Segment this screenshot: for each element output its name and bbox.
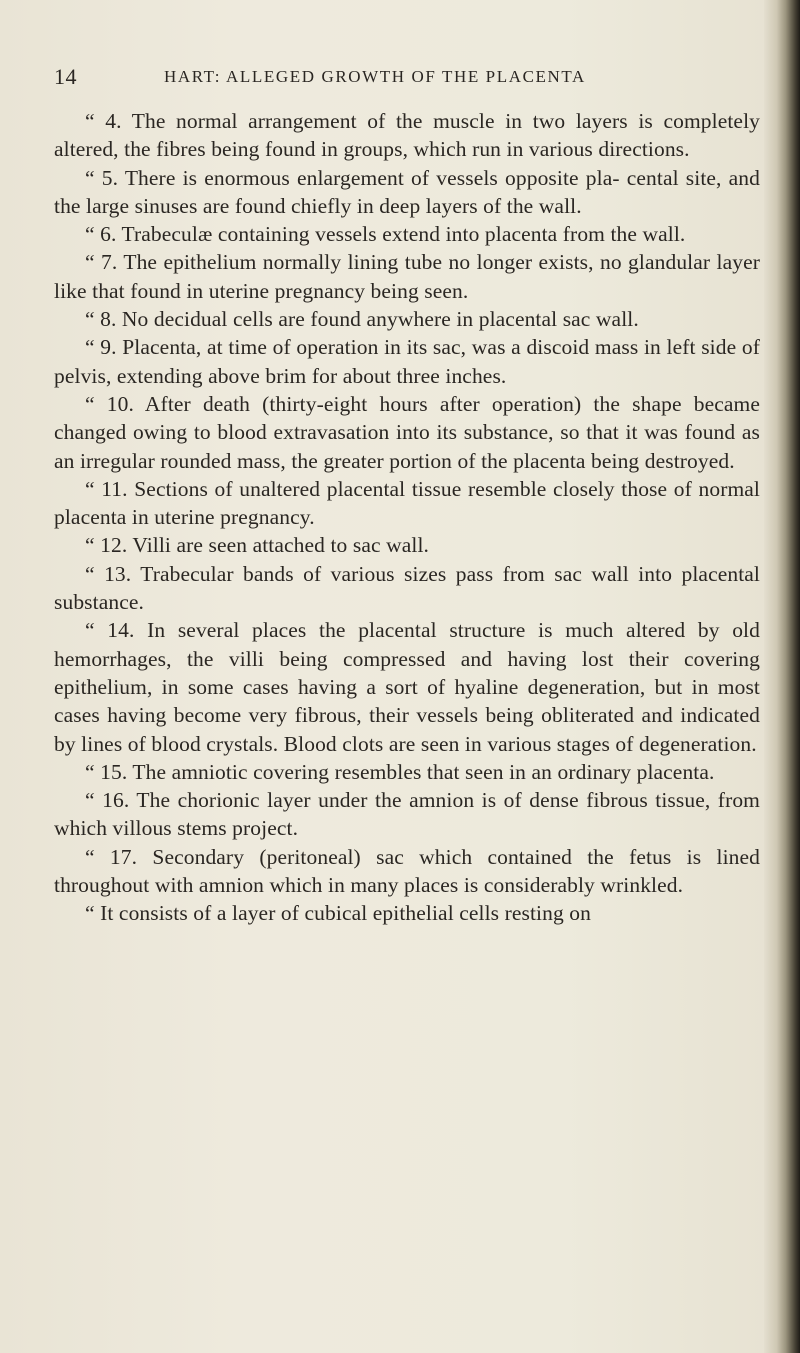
paragraph-item-17: “ 17. Secondary (peritoneal) sac which contained the fetus is lined throughout with amnion which in many places is considerably wrinkled.	[54, 844, 760, 898]
page-number: 14	[54, 64, 77, 89]
page-binding-edge	[764, 0, 800, 1353]
paragraph-item-14: “ 14. In several places the placental structure is much altered by old hemorrhages, the villi being compressed and having lost their covering epithelium, in some cases having a sort of hyaline degeneration, but in most cases having become very fibrous, their vessels being obliterated and indicated by lines of blood crystals. Blood clots are seen in various stages of degeneration.	[54, 618, 760, 756]
paragraph-item-10: “ 10. After death (thirty-eight hours after operation) the shape became changed owing to blood extravasation into its substance, so that it was found as an irregular rounded mass, the greater portion of the placenta being destroyed.	[54, 391, 760, 473]
paragraph-item-7: “ 7. The epithelium normally lining tube no longer exists, no glandular layer like that found in uterine pregnancy being seen.	[54, 250, 760, 303]
paragraph-item-11: “ 11. Sections of unaltered placental tissue resemble closely those of normal placenta in uterine pregnancy.	[54, 476, 760, 530]
paragraph-item-4: “ 4. The normal arrangement of the muscle in two layers is completely altered, the fibres being found in groups, which run in various directions.	[54, 109, 760, 162]
paragraph-item-16: “ 16. The chorionic layer under the amnion is of dense fibrous tissue, from which villous stems project.	[54, 788, 760, 841]
paragraph-item-13: “ 13. Trabecular bands of various sizes pass from sac wall into placental substance.	[54, 561, 760, 615]
body-text	[54, 107, 760, 928]
paragraph-item-15: “ 15. The amniotic covering resembles that seen in an ordinary placenta.	[85, 759, 715, 784]
paragraph-item-9: “ 9. Placenta, at time of operation in its sac, was a discoid mass in left side of pelvis, extending above brim for about three inches.	[54, 335, 760, 388]
paragraph-item-6: “ 6. Trabeculæ containing vessels extend into placenta from the wall.	[85, 222, 686, 247]
page-header	[54, 64, 754, 92]
paragraph-item-8: “ 8. No decidual cells are found anywhere in placental sac wall.	[85, 307, 639, 332]
running-head: HART: ALLEGED GROWTH OF THE PLACENTA	[164, 67, 586, 86]
paragraph-item-12: “ 12. Villi are seen attached to sac wall.	[85, 533, 429, 558]
paragraph-continuation: “ It consists of a layer of cubical epithelial cells resting on	[85, 901, 592, 926]
paragraph-item-5: “ 5. There is enormous enlargement of vessels opposite pla- cental site, and the large sinuses are found chiefly in deep layers of the wall.	[54, 165, 760, 218]
